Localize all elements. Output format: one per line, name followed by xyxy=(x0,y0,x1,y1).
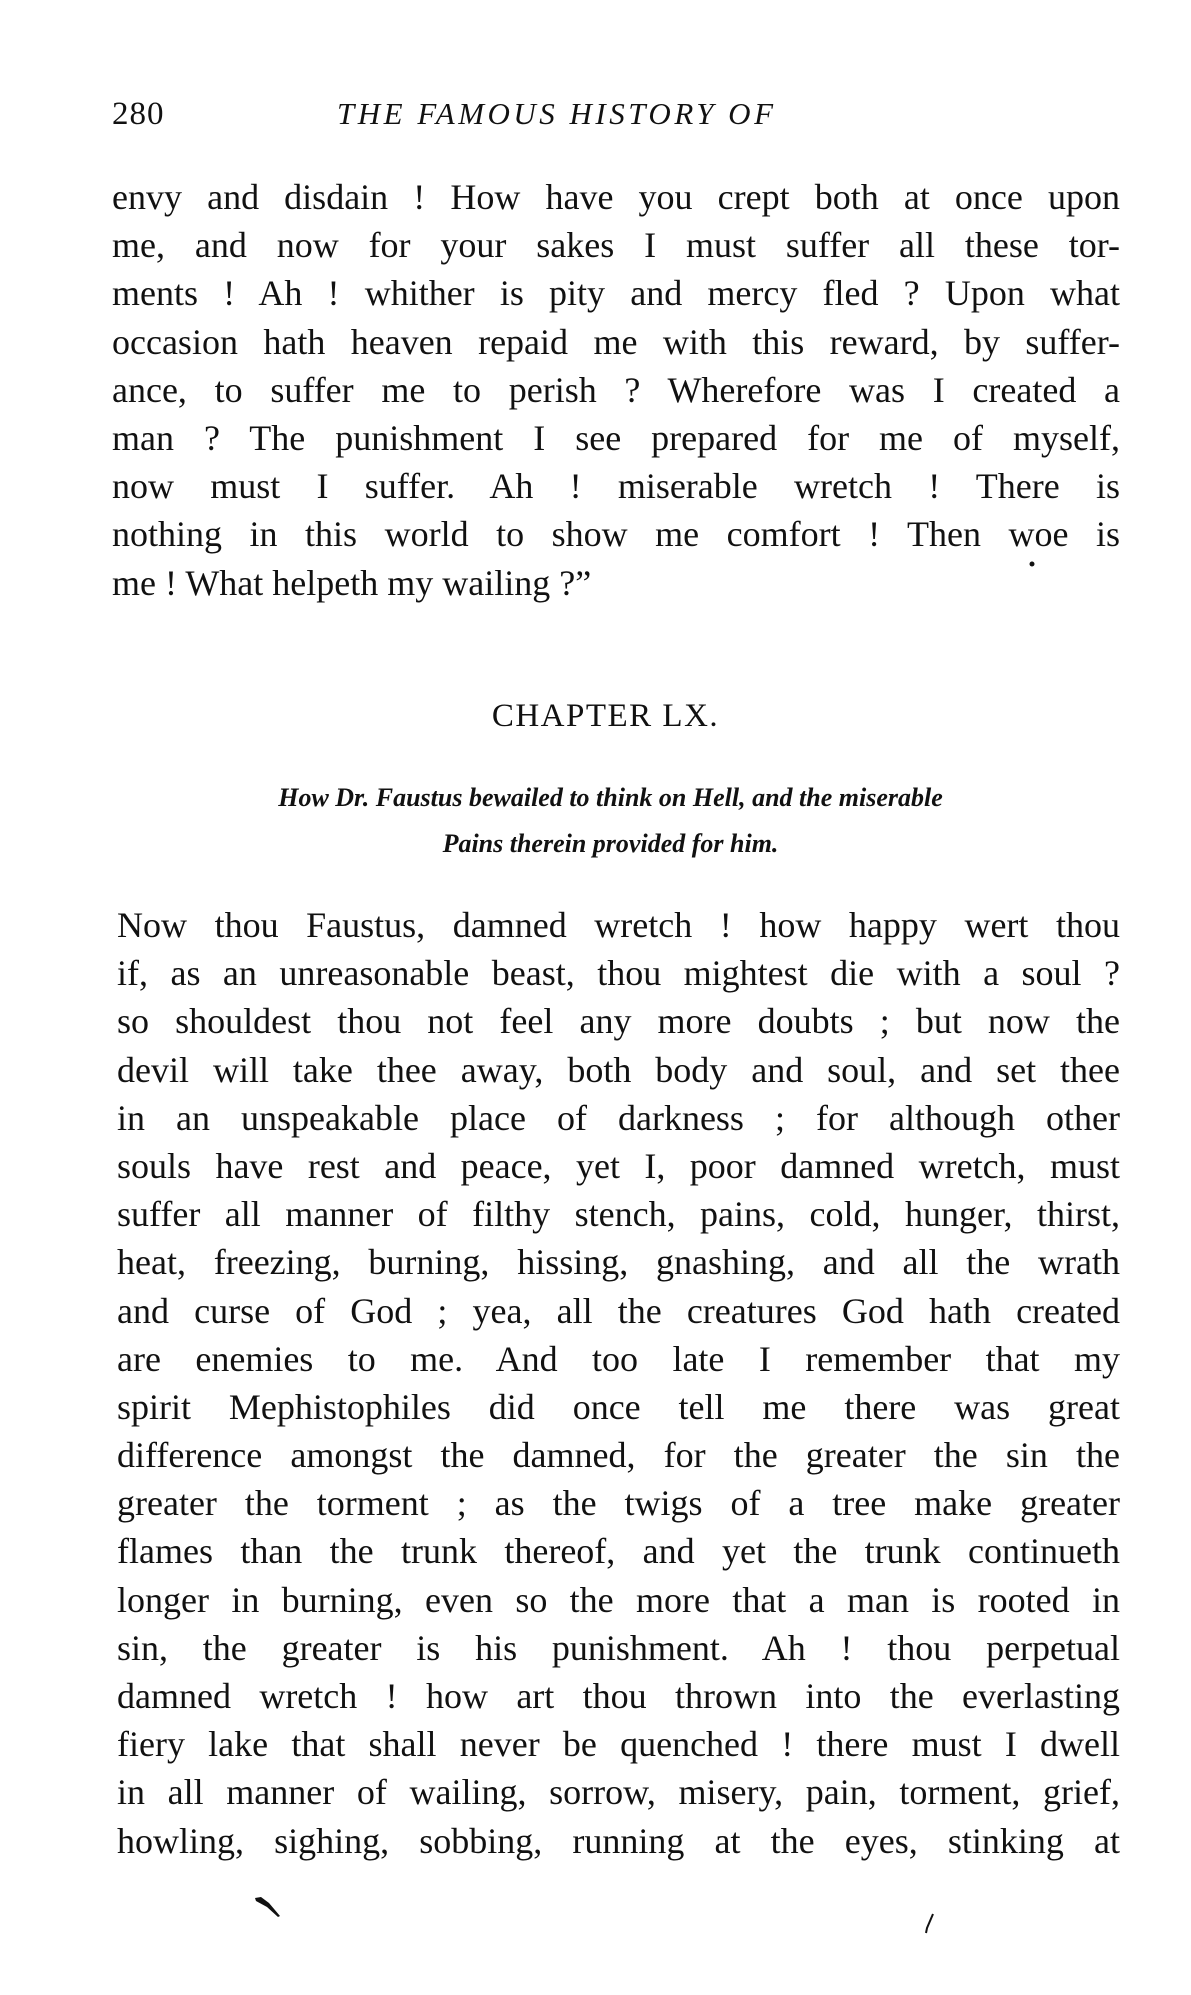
text-line: fiery lake that shall never be quenched ! there must I dwell xyxy=(117,1724,1120,1765)
text-line: if, as an unreasonable beast, thou mightest die with a soul ? xyxy=(117,953,1120,994)
text-line: sin, the greater is his punishment. Ah ! thou perpetual xyxy=(117,1627,1120,1668)
text-line: in an unspeakable place of darkness ; for although other xyxy=(117,1097,1120,1138)
text-line: Now thou Faustus, damned wretch ! how happy wert thou xyxy=(117,905,1120,945)
text-line: howling, sighing, sobbing, running at the eyes, stinking at xyxy=(117,1820,1120,1861)
paragraph-continued xyxy=(112,173,1120,607)
text-line: souls have rest and peace, yet I, poor damned wretch, must xyxy=(117,1145,1120,1186)
stray-ink-stroke xyxy=(250,1892,286,1922)
text-line: and curse of God ; yea, all the creatures God hath created xyxy=(117,1290,1120,1331)
chapter-title: CHAPTER LX. xyxy=(491,698,720,734)
stray-ink-dot xyxy=(1028,560,1036,568)
text-line: now must I suffer. Ah ! miserable wretch ! There is xyxy=(112,466,1120,507)
text-line: envy and disdain ! How have you crept both at once upon xyxy=(112,177,1120,217)
text-line: longer in burning, even so the more that a man is rooted in xyxy=(117,1579,1120,1620)
text-line: devil will take thee away, both body and soul, and set thee xyxy=(117,1049,1120,1090)
running-head-title: THE FAMOUS HISTORY OF xyxy=(337,96,777,131)
text-line: in all manner of wailing, sorrow, misery, pain, torment, grief, xyxy=(117,1772,1120,1813)
text-line: ance, to suffer me to perish ? Wherefore was I created a xyxy=(112,369,1120,410)
text-line: damned wretch ! how art thou thrown into the everlasting xyxy=(117,1676,1120,1716)
text-line: heat, freezing, burning, hissing, gnashing, and all the wrath xyxy=(117,1242,1120,1283)
text-line: ments ! Ah ! whither is pity and mercy fled ? Upon what xyxy=(112,273,1120,314)
text-line: me, and now for your sakes I must suffer all these tor- xyxy=(112,225,1120,266)
text-line: occasion hath heaven repaid me with this reward, by suffer- xyxy=(112,321,1120,362)
chapter-subtitle-line: How Dr. Faustus bewailed to think on Hell, and the miserable xyxy=(278,783,943,812)
text-line: me ! What helpeth my wailing ?” xyxy=(112,562,592,603)
text-line: man ? The punishment I see prepared for me of myself, xyxy=(112,417,1120,458)
text-line: spirit Mephistophiles did once tell me there was great xyxy=(117,1386,1120,1427)
chapter-body-paragraph xyxy=(117,901,1120,1865)
text-line: difference amongst the damned, for the greater the sin the xyxy=(117,1435,1120,1476)
stray-ink-stroke xyxy=(920,1910,938,1938)
text-line: nothing in this world to show me comfort ! Then woe is xyxy=(112,514,1120,555)
text-line: suffer all manner of filthy stench, pains, cold, hunger, thirst, xyxy=(117,1194,1120,1235)
page-number: 280 xyxy=(112,96,165,132)
running-head xyxy=(112,96,1117,132)
text-line: are enemies to me. And too late I remember that my xyxy=(117,1338,1120,1379)
chapter-subtitle-line: Pains therein provided for him. xyxy=(442,829,779,858)
text-line: so shouldest thou not feel any more doubts ; but now the xyxy=(117,1001,1120,1042)
text-line: flames than the trunk thereof, and yet the trunk continueth xyxy=(117,1531,1120,1572)
text-line: greater the torment ; as the twigs of a tree make greater xyxy=(117,1483,1120,1524)
